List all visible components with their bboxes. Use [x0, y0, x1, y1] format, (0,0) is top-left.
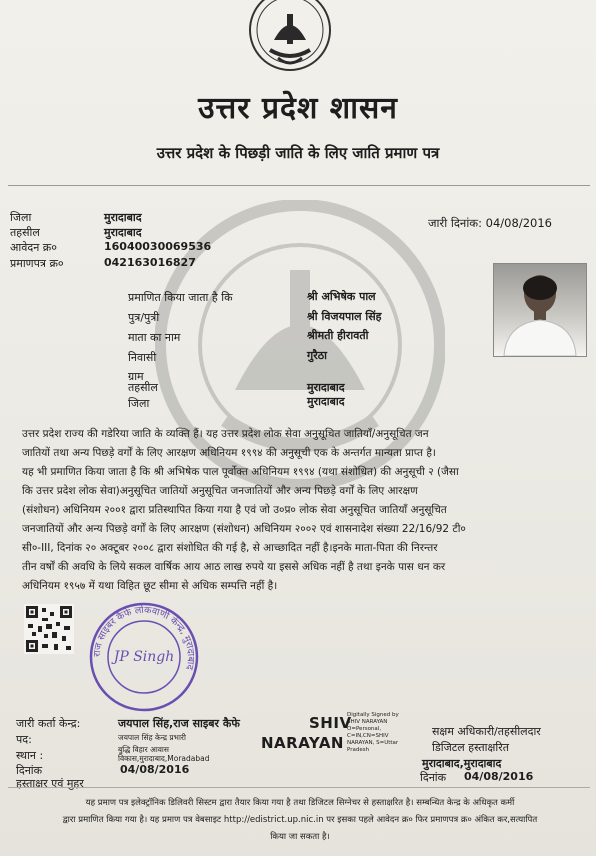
- place-line1: बुद्धि विहार आवास: [118, 745, 169, 754]
- body-line: जनजातियों और अन्य पिछड़े वर्गों के लिए आरक्षण (संशोधन) अधिनियम २००२ एवं शासनादेश संख्या 22/16/92 टी०: [22, 523, 466, 535]
- stamp-ring-text: राज साइबर कैफे लोकवाणी केन्द्र, मुरादाबाद: [91, 604, 197, 671]
- signature-meta-line: C=IN,CN=SHIV: [347, 733, 389, 739]
- issue-date: [428, 216, 552, 231]
- detail-value-district: मुरादाबाद: [307, 395, 345, 408]
- officer-digital-sign: डिजिटल हस्ताक्षरित: [432, 741, 509, 754]
- detail-label-village: ग्राम: [128, 370, 144, 383]
- detail-value-tehsil: मुरादाबाद: [307, 381, 345, 394]
- signature-meta-line: Pradesh: [347, 747, 370, 753]
- body-line: सी०-III, दिनांक २० अक्टूबर २००८ द्वारा संशोधित की गई है, से आच्छादित नहीं है।इनके माता-पिता की निरन्तर: [22, 542, 438, 554]
- issue-date-label: जारी दिनांक:: [428, 216, 483, 230]
- detail-value-mother: श्रीमती हीरावती: [307, 329, 369, 342]
- officer-date-label: दिनांक: [420, 771, 447, 784]
- issued-by-value: जयपाल सिंह,राज साइबर कैफे: [118, 717, 240, 730]
- body-line: कि उत्तर प्रदेश लोक सेवा)अनुसूचित जातियों अनुसूचित जनजातियों और अन्य पिछड़े वर्गों के लिए आरक्षण: [22, 485, 418, 497]
- signature-seal-label: हस्ताक्षर एवं मुहर: [16, 777, 84, 790]
- footer-line: किया जा सकता है।: [270, 832, 330, 842]
- detail-label-son-of: पुत्र/पुत्री: [128, 311, 160, 324]
- certificate-body: [22, 425, 572, 596]
- detail-label-tehsil: तहसील: [128, 381, 158, 394]
- detail-label-resident: निवासी: [128, 351, 157, 364]
- place-label: स्थान :: [16, 749, 44, 762]
- divider: [8, 185, 590, 186]
- issuer-date-label: दिनांक: [16, 764, 43, 777]
- detail-label-certified: प्रमाणित किया जाता है कि: [128, 291, 233, 304]
- place-line2: विकास,मुरादाबाद,Moradabad: [118, 754, 210, 763]
- detail-value-father: श्री विजयपाल सिंह: [307, 310, 382, 323]
- digital-signature-name: [261, 713, 352, 753]
- signature-name-line: NARAYAN: [261, 734, 344, 752]
- issue-date-value: 04/08/2016: [485, 216, 552, 230]
- certificate-number-label: प्रमाणपत्र क्र०: [10, 257, 64, 270]
- certificate-subtitle: उत्तर प्रदेश के पिछड़ी जाति के लिए जाति प्रमाण पत्र: [156, 144, 440, 162]
- up-government-emblem-icon: [244, 0, 336, 74]
- body-line: अधिनियम १९५७ में यथा विहित छूट सीमा से अधिक सम्पत्ति नहीं है।: [22, 580, 278, 592]
- detail-value-resident: गुरैठा: [307, 349, 327, 362]
- person-photo-icon: [494, 264, 586, 356]
- signature-meta-line: O=Personal,: [347, 726, 382, 732]
- officer-location: मुरादाबाद,मुरादाबाद: [422, 757, 502, 770]
- signature-name-line: SHIV: [309, 714, 352, 732]
- post-label: पद:: [16, 733, 32, 746]
- page-title: उत्तर प्रदेश शासन: [198, 91, 398, 126]
- post-value: जयपाल सिंह केन्द्र प्रभारी: [118, 733, 186, 742]
- stamp-signature: JP Singh: [113, 649, 175, 665]
- qr-code-icon[interactable]: [24, 604, 74, 654]
- district-label: जिला: [10, 211, 32, 224]
- signature-meta-line: SHIV NARAYAN: [347, 719, 388, 725]
- officer-title: सक्षम अधिकारी/तहसीलदार: [432, 725, 541, 738]
- certificate-number-value: 042163016827: [104, 256, 196, 269]
- body-line: (संशोधन) अधिनियम २००१ द्वारा प्रतिस्थापित किया गया है एवं जो उ०प्र० लोक सेवा अनुसूचित जातियाँ अनुसूचित: [22, 504, 447, 516]
- issuer-date-value: 04/08/2016: [120, 763, 190, 776]
- footer-note: [20, 795, 580, 846]
- tehsil-label: तहसील: [10, 226, 40, 239]
- issued-by-label: जारी कर्ता केन्द्र:: [16, 717, 81, 730]
- detail-label-mother: माता का नाम: [128, 331, 181, 344]
- footer-line: द्वारा प्रमाणित किया गया है। यह प्रमाण पत्र वेबसाइट http://edistrict.up.nic.in पर इसका पहले आवेदन क्र० फिर प्रमाणपत्र क्र० अंकित कर,सत्यापित: [62, 815, 538, 825]
- signature-meta-line: NARAYAN, S=Uttar: [347, 740, 399, 746]
- application-number-value: 16040030069536: [104, 240, 212, 253]
- digital-signature-details: [347, 712, 417, 754]
- officer-date-value: 04/08/2016: [464, 770, 534, 783]
- signature-meta-line: Digitally Signed by: [347, 712, 399, 718]
- detail-value-name: श्री अभिषेक पाल: [307, 290, 376, 303]
- body-line: जातियों तथा अन्य पिछड़े वर्गों के लिए आरक्षण अधिनियम १९९४ की अनुसूची एक के अन्तर्गत मान्यता प्राप्त है।: [22, 447, 436, 459]
- body-line: यह भी प्रमाणित किया जाता है कि श्री अभिषेक पाल पूर्वोक्त अधिनियम १९९४ (यथा संशोधित) की अनुसूची २ (जैसा: [22, 466, 459, 478]
- body-line: उत्तर प्रदेश राज्य की गडेरिया जाति के व्यक्ति हैं। यह उत्तर प्रदेश लोक सेवा अनुसूचित जातियाँ/अनुसूचित जन: [22, 428, 429, 440]
- tehsil-value: मुरादाबाद: [104, 226, 142, 239]
- footer-line: यह प्रमाण पत्र इलेक्ट्रॉनिक डिलिवरी सिस्टम द्वारा तैयार किया गया है तथा डिजिटल सिग्नेचर से हस्ताक्षरित है। सम्बन्धित केन्द्र के अधिकृत कर्मी: [85, 798, 515, 808]
- body-line: तीन वर्षों की अवधि के लिये सकल वार्षिक आय आठ लाख रुपये या इससे अधिक नहीं है तथा इनके पास धन कर: [22, 561, 446, 573]
- district-value: मुरादाबाद: [104, 211, 142, 224]
- application-number-label: आवेदन क्र०: [10, 241, 57, 254]
- detail-label-district: जिला: [128, 397, 150, 410]
- footer-divider: [8, 787, 590, 788]
- center-stamp-seal: [88, 601, 200, 713]
- applicant-photo: [493, 263, 587, 357]
